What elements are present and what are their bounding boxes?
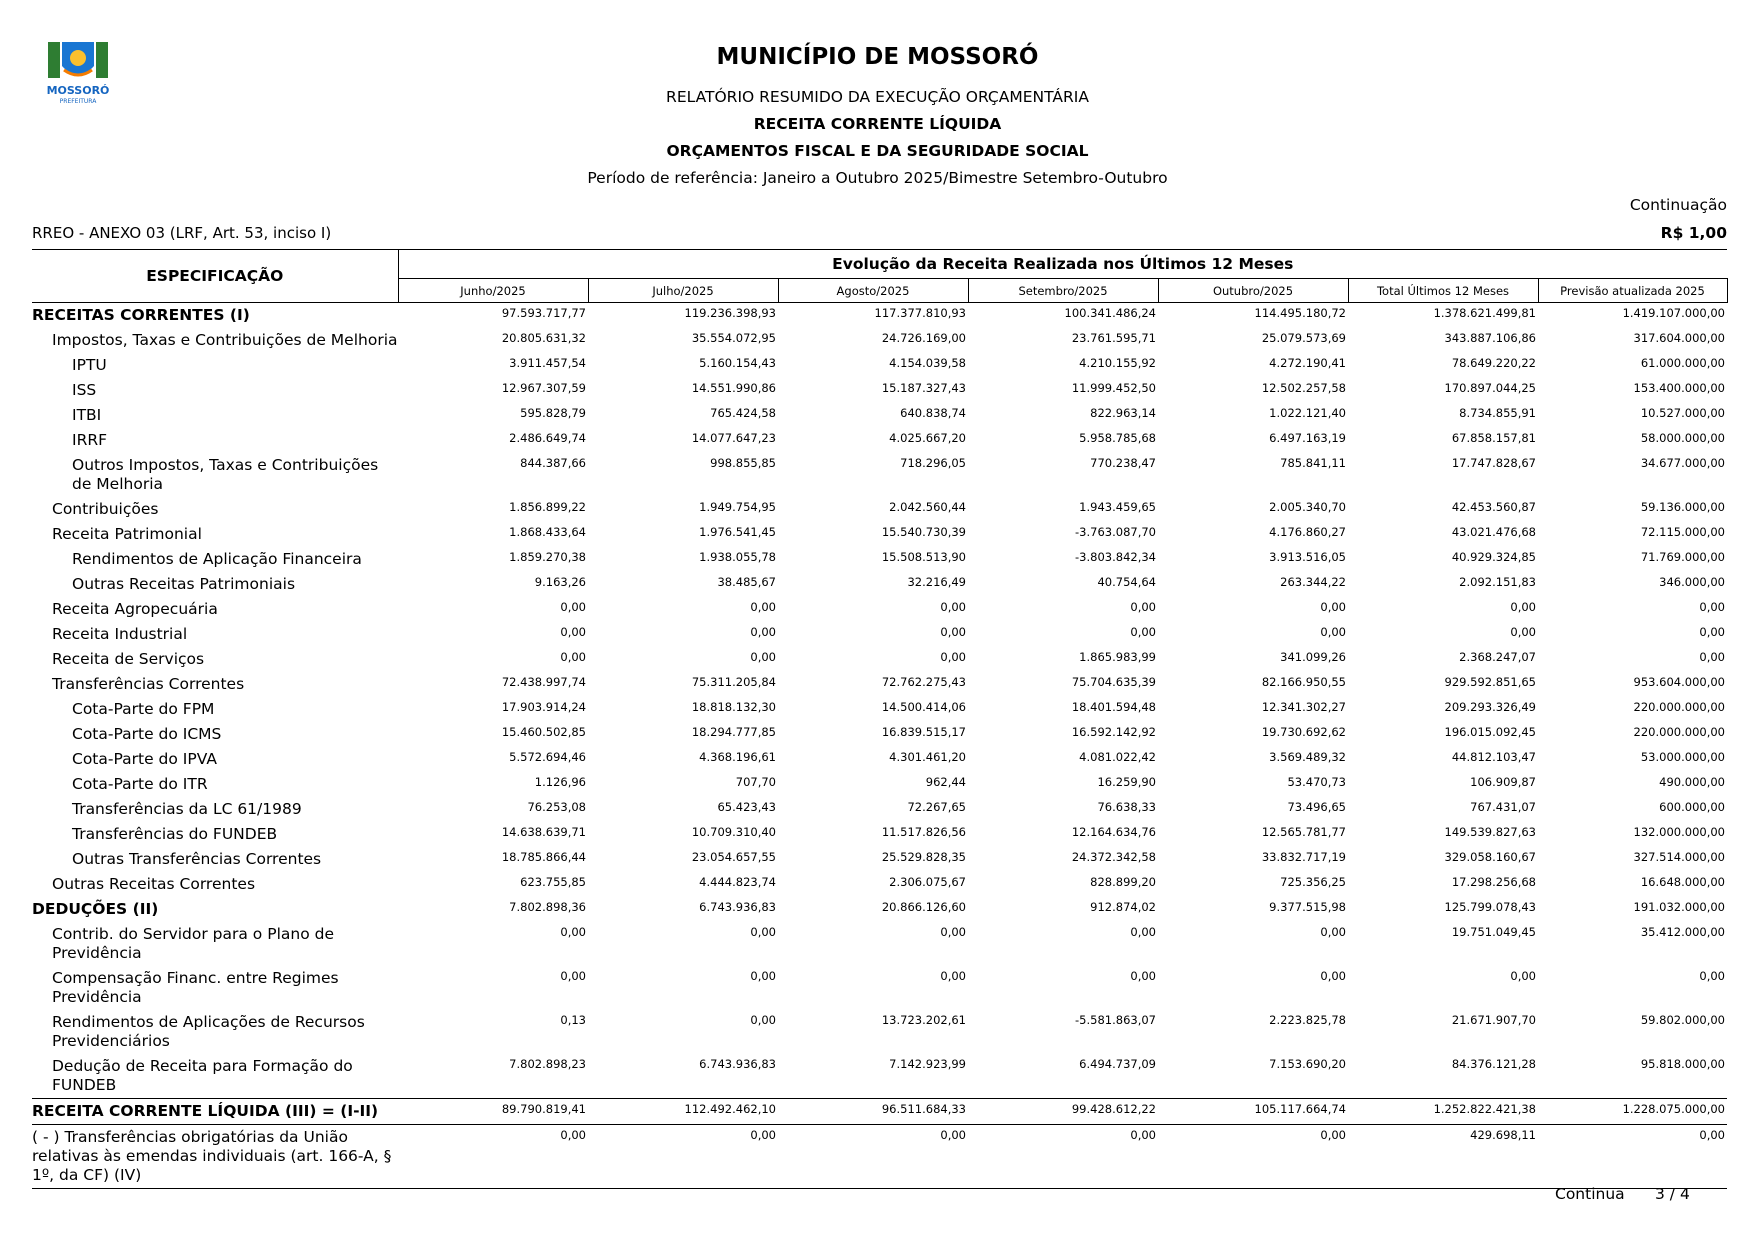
row-value: 25.079.573,69 bbox=[1261, 331, 1346, 345]
row-value: 0,00 bbox=[1699, 650, 1725, 664]
row-value: 1.228.075.000,00 bbox=[1538, 1099, 1727, 1125]
row-value: 1.859.270,38 bbox=[509, 550, 586, 564]
row-value: 59.136.000,00 bbox=[1640, 500, 1725, 514]
row-value: 4.368.196,61 bbox=[699, 750, 776, 764]
report-name: RELATÓRIO RESUMIDO DA EXECUÇÃO ORÇAMENTÁRIA bbox=[666, 88, 1089, 106]
row-value: 2.005.340,70 bbox=[1269, 500, 1346, 514]
row-label: ( - ) Transferências obrigatórias da União relativas às emendas individuais (art. 166-A, § 1º, da CF) (IV) bbox=[32, 1125, 398, 1189]
row-value: 95.818.000,00 bbox=[1640, 1057, 1725, 1071]
table-row bbox=[32, 1099, 1727, 1125]
row-value: 0,00 bbox=[1510, 625, 1536, 639]
row-value: 6.494.737,09 bbox=[1079, 1057, 1156, 1071]
table-row bbox=[32, 622, 1727, 647]
row-value: 12.565.781,77 bbox=[1261, 825, 1346, 839]
logo-subtext: PREFEITURA bbox=[59, 98, 97, 105]
table-row bbox=[32, 453, 1727, 497]
row-value: 2.223.825,78 bbox=[1269, 1013, 1346, 1027]
row-value: 149.539.827,63 bbox=[1444, 825, 1536, 839]
row-value: 4.176.860,27 bbox=[1269, 525, 1346, 539]
row-value: 707,70 bbox=[735, 775, 776, 789]
row-label: Cota-Parte do FPM bbox=[72, 700, 215, 718]
column-header: Agosto/2025 bbox=[778, 279, 968, 303]
row-value: 844.387,66 bbox=[520, 456, 586, 470]
row-value: 600.000,00 bbox=[1659, 800, 1725, 814]
column-header: Setembro/2025 bbox=[968, 279, 1158, 303]
row-value: 2.486.649,74 bbox=[509, 431, 586, 445]
table-row bbox=[32, 328, 1727, 353]
row-value: 53.000.000,00 bbox=[1640, 750, 1725, 764]
row-value: 0,00 bbox=[1320, 625, 1346, 639]
table-row bbox=[32, 597, 1727, 622]
row-value: 595.828,79 bbox=[520, 406, 586, 420]
row-value: 67.858.157,81 bbox=[1451, 431, 1536, 445]
row-value: 6.743.936,83 bbox=[699, 1057, 776, 1071]
row-value: 828.899,20 bbox=[1090, 875, 1156, 889]
row-value: 18.785.866,44 bbox=[501, 850, 586, 864]
row-value: 7.802.898,23 bbox=[509, 1057, 586, 1071]
row-value: 1.856.899,22 bbox=[509, 500, 586, 514]
row-value: 209.293.326,49 bbox=[1444, 700, 1536, 714]
row-value: 72.115.000,00 bbox=[1640, 525, 1725, 539]
table-row bbox=[32, 1010, 1727, 1054]
column-header: Julho/2025 bbox=[588, 279, 778, 303]
row-value: 40.754,64 bbox=[1097, 575, 1156, 589]
row-label: Outras Receitas Correntes bbox=[52, 875, 256, 893]
row-value: 4.081.022,42 bbox=[1079, 750, 1156, 764]
currency-unit: R$ 1,00 bbox=[1660, 224, 1727, 242]
row-value: 5.572.694,46 bbox=[509, 750, 586, 764]
column-header: Previsão atualizada 2025 bbox=[1538, 279, 1727, 303]
row-value: 912.874,02 bbox=[1090, 900, 1156, 914]
row-value: 4.272.190,41 bbox=[1269, 356, 1346, 370]
row-value: 14.551.990,86 bbox=[691, 381, 776, 395]
row-value: 0,00 bbox=[778, 1125, 968, 1189]
row-value: 4.025.667,20 bbox=[889, 431, 966, 445]
row-value: 765.424,58 bbox=[710, 406, 776, 420]
row-value: 1.419.107.000,00 bbox=[1622, 306, 1725, 320]
row-value: 16.648.000,00 bbox=[1640, 875, 1725, 889]
row-value: 72.438.997,74 bbox=[501, 675, 586, 689]
row-value: 1.022.121,40 bbox=[1269, 406, 1346, 420]
row-value: 89.790.819,41 bbox=[398, 1099, 588, 1125]
row-value: 0,00 bbox=[1130, 600, 1156, 614]
row-value: 17.298.256,68 bbox=[1451, 875, 1536, 889]
row-value: 0,00 bbox=[940, 925, 966, 939]
row-value: 16.259,90 bbox=[1097, 775, 1156, 789]
continues-label: Continua bbox=[1555, 1185, 1625, 1203]
row-value: 0,13 bbox=[560, 1013, 586, 1027]
row-value: 75.704.635,39 bbox=[1071, 675, 1156, 689]
row-value: 19.730.692,62 bbox=[1261, 725, 1346, 739]
row-label: Transferências do FUNDEB bbox=[72, 825, 278, 843]
row-value: 196.015.092,45 bbox=[1444, 725, 1536, 739]
row-value: 15.187.327,43 bbox=[881, 381, 966, 395]
table-row bbox=[32, 966, 1727, 1010]
column-header: Total Últimos 12 Meses bbox=[1348, 279, 1538, 303]
row-value: 220.000.000,00 bbox=[1633, 725, 1725, 739]
table-row bbox=[32, 547, 1727, 572]
row-value: 3.913.516,05 bbox=[1269, 550, 1346, 564]
row-value: 170.897.044,25 bbox=[1444, 381, 1536, 395]
row-value: 767.431,07 bbox=[1470, 800, 1536, 814]
row-value: 0,00 bbox=[940, 625, 966, 639]
row-label: Compensação Financ. entre Regimes Previdência bbox=[52, 969, 339, 1006]
row-value: 5.160.154,43 bbox=[699, 356, 776, 370]
page-title: MUNICÍPIO DE MOSSORÓ bbox=[716, 44, 1039, 70]
table-row bbox=[32, 378, 1727, 403]
row-value: 72.762.275,43 bbox=[881, 675, 966, 689]
rcl-table bbox=[32, 249, 1728, 1189]
row-label: Rendimentos de Aplicação Financeira bbox=[72, 550, 362, 568]
row-value: 0,00 bbox=[1699, 969, 1725, 983]
row-value: 43.021.476,68 bbox=[1451, 525, 1536, 539]
row-value: 59.802.000,00 bbox=[1640, 1013, 1725, 1027]
row-value: 38.485,67 bbox=[717, 575, 776, 589]
row-value: 58.000.000,00 bbox=[1640, 431, 1725, 445]
row-label: Cota-Parte do ITR bbox=[72, 775, 208, 793]
row-value: 0,00 bbox=[1130, 969, 1156, 983]
row-value: 17.903.914,24 bbox=[501, 700, 586, 714]
row-value: 65.423,43 bbox=[717, 800, 776, 814]
table-row bbox=[32, 847, 1727, 872]
row-value: 1.868.433,64 bbox=[509, 525, 586, 539]
row-value: 35.554.072,95 bbox=[691, 331, 776, 345]
table-row bbox=[32, 922, 1727, 966]
row-label: Transferências da LC 61/1989 bbox=[72, 800, 302, 818]
row-value: 263.344,22 bbox=[1280, 575, 1346, 589]
row-value: 5.958.785,68 bbox=[1079, 431, 1156, 445]
row-value: 1.252.822.421,38 bbox=[1348, 1099, 1538, 1125]
row-value: 4.154.039,58 bbox=[889, 356, 966, 370]
row-value: 15.540.730,39 bbox=[881, 525, 966, 539]
row-value: 929.592.851,65 bbox=[1444, 675, 1536, 689]
row-value: 3.911.457,54 bbox=[509, 356, 586, 370]
row-value: 0,00 bbox=[1538, 1125, 1727, 1189]
row-label: DEDUÇÕES (II) bbox=[32, 900, 159, 918]
row-value: 1.949.754,95 bbox=[699, 500, 776, 514]
row-value: 11.517.826,56 bbox=[881, 825, 966, 839]
row-value: 7.802.898,36 bbox=[509, 900, 586, 914]
row-value: 6.497.163,19 bbox=[1269, 431, 1346, 445]
row-value: 8.734.855,91 bbox=[1459, 406, 1536, 420]
row-value: 100.341.486,24 bbox=[1064, 306, 1156, 320]
row-value: 0,00 bbox=[750, 625, 776, 639]
row-label: Contrib. do Servidor para o Plano de Previdência bbox=[52, 925, 334, 962]
row-label: Outras Transferências Correntes bbox=[72, 850, 322, 868]
row-value: 32.216,49 bbox=[907, 575, 966, 589]
row-value: 0,00 bbox=[1699, 625, 1725, 639]
row-value: 490.000,00 bbox=[1659, 775, 1725, 789]
table-row bbox=[32, 303, 1727, 329]
row-value: 953.604.000,00 bbox=[1633, 675, 1725, 689]
row-value: 962,44 bbox=[925, 775, 966, 789]
row-value: 10.709.310,40 bbox=[691, 825, 776, 839]
row-value: 0,00 bbox=[940, 600, 966, 614]
row-value: -3.763.087,70 bbox=[1075, 525, 1156, 539]
row-label: Receita Industrial bbox=[52, 625, 188, 643]
row-value: 785.841,11 bbox=[1280, 456, 1346, 470]
row-value: 2.092.151,83 bbox=[1459, 575, 1536, 589]
row-value: 9.163,26 bbox=[534, 575, 586, 589]
row-value: 24.726.169,00 bbox=[881, 331, 966, 345]
row-value: 16.592.142,92 bbox=[1071, 725, 1156, 739]
row-value: 2.042.560,44 bbox=[889, 500, 966, 514]
table-row bbox=[32, 1125, 1727, 1189]
row-value: 16.839.515,17 bbox=[881, 725, 966, 739]
row-value: 71.769.000,00 bbox=[1640, 550, 1725, 564]
row-value: 0,00 bbox=[1130, 925, 1156, 939]
table-row bbox=[32, 353, 1727, 378]
row-value: 0,00 bbox=[750, 925, 776, 939]
row-value: 4.301.461,20 bbox=[889, 750, 966, 764]
row-label: ISS bbox=[72, 381, 97, 399]
row-value: 84.376.121,28 bbox=[1451, 1057, 1536, 1071]
row-value: 125.799.078,43 bbox=[1444, 900, 1536, 914]
row-value: 7.153.690,20 bbox=[1269, 1057, 1346, 1071]
table-row bbox=[32, 872, 1727, 897]
column-header: Junho/2025 bbox=[398, 279, 588, 303]
row-value: 640.838,74 bbox=[900, 406, 966, 420]
row-value: 1.938.055,78 bbox=[699, 550, 776, 564]
row-value: 0,00 bbox=[750, 650, 776, 664]
row-value: -3.803.842,34 bbox=[1075, 550, 1156, 564]
row-value: 15.508.513,90 bbox=[881, 550, 966, 564]
row-value: 0,00 bbox=[560, 625, 586, 639]
row-value: 106.909,87 bbox=[1470, 775, 1536, 789]
row-value: 0,00 bbox=[1130, 625, 1156, 639]
row-value: 623.755,85 bbox=[520, 875, 586, 889]
row-label: Receita Patrimonial bbox=[52, 525, 202, 543]
row-value: 23.761.595,71 bbox=[1071, 331, 1156, 345]
row-label: RECEITAS CORRENTES (I) bbox=[32, 306, 250, 324]
row-value: 3.569.489,32 bbox=[1269, 750, 1346, 764]
row-value: 1.378.621.499,81 bbox=[1433, 306, 1536, 320]
row-value: 17.747.828,67 bbox=[1451, 456, 1536, 470]
row-value: 0,00 bbox=[750, 969, 776, 983]
row-value: 2.306.075,67 bbox=[889, 875, 966, 889]
table-row bbox=[32, 797, 1727, 822]
row-value: 346.000,00 bbox=[1659, 575, 1725, 589]
row-value: 0,00 bbox=[1158, 1125, 1348, 1189]
table-row bbox=[32, 497, 1727, 522]
table-row bbox=[32, 897, 1727, 922]
row-value: 0,00 bbox=[560, 969, 586, 983]
row-value: 0,00 bbox=[1699, 600, 1725, 614]
row-value: 18.294.777,85 bbox=[691, 725, 776, 739]
row-value: 770.238,47 bbox=[1090, 456, 1156, 470]
row-value: 718.296,05 bbox=[900, 456, 966, 470]
row-value: 82.166.950,55 bbox=[1261, 675, 1346, 689]
annex-label: RREO - ANEXO 03 (LRF, Art. 53, inciso I) bbox=[32, 224, 332, 242]
row-value: 1.126,96 bbox=[534, 775, 586, 789]
row-value: 1.943.459,65 bbox=[1079, 500, 1156, 514]
row-value: 132.000.000,00 bbox=[1633, 825, 1725, 839]
row-value: 72.267,65 bbox=[907, 800, 966, 814]
row-value: 114.495.180,72 bbox=[1254, 306, 1346, 320]
row-value: 4.210.155,92 bbox=[1079, 356, 1156, 370]
specification-header: ESPECIFICAÇÃO bbox=[32, 250, 398, 303]
table-row bbox=[32, 697, 1727, 722]
reference-period: Período de referência: Janeiro a Outubro 2025/Bimestre Setembro-Outubro bbox=[587, 169, 1168, 187]
row-value: 725.356,25 bbox=[1280, 875, 1346, 889]
row-value: 0,00 bbox=[1320, 969, 1346, 983]
row-value: 99.428.612,22 bbox=[968, 1099, 1158, 1125]
row-value: 343.887.106,86 bbox=[1444, 331, 1536, 345]
row-value: 14.077.647,23 bbox=[691, 431, 776, 445]
row-value: 25.529.828,35 bbox=[881, 850, 966, 864]
row-value: 44.812.103,47 bbox=[1451, 750, 1536, 764]
row-value: 12.164.634,76 bbox=[1071, 825, 1156, 839]
row-value: 20.805.631,32 bbox=[501, 331, 586, 345]
row-label: Receita de Serviços bbox=[52, 650, 205, 668]
row-label: IRRF bbox=[72, 431, 108, 449]
row-value: 0,00 bbox=[750, 600, 776, 614]
continuation-label: Continuação bbox=[1629, 196, 1727, 214]
row-value: 327.514.000,00 bbox=[1633, 850, 1725, 864]
row-value: 20.866.126,60 bbox=[881, 900, 966, 914]
row-value: 15.460.502,85 bbox=[501, 725, 586, 739]
table-row bbox=[32, 403, 1727, 428]
row-value: 34.677.000,00 bbox=[1640, 456, 1725, 470]
row-value: 0,00 bbox=[588, 1125, 778, 1189]
row-value: 35.412.000,00 bbox=[1640, 925, 1725, 939]
row-label: Contribuições bbox=[52, 500, 159, 518]
column-header: Outubro/2025 bbox=[1158, 279, 1348, 303]
row-value: 0,00 bbox=[1510, 969, 1536, 983]
row-value: 40.929.324,85 bbox=[1451, 550, 1536, 564]
row-value: 1.865.983,99 bbox=[1079, 650, 1156, 664]
row-value: 73.496,65 bbox=[1287, 800, 1346, 814]
row-value: 19.751.049,45 bbox=[1451, 925, 1536, 939]
row-value: 0,00 bbox=[968, 1125, 1158, 1189]
row-value: 0,00 bbox=[560, 650, 586, 664]
row-value: 23.054.657,55 bbox=[691, 850, 776, 864]
table-row bbox=[32, 672, 1727, 697]
row-label: Cota-Parte do ICMS bbox=[72, 725, 222, 743]
row-label: Receita Agropecuária bbox=[52, 600, 218, 618]
row-value: 0,00 bbox=[1320, 600, 1346, 614]
row-value: 105.117.664,74 bbox=[1158, 1099, 1348, 1125]
row-value: 42.453.560,87 bbox=[1451, 500, 1536, 514]
logo-text: MOSSORÓ bbox=[46, 84, 110, 97]
table-row bbox=[32, 522, 1727, 547]
row-value: 97.593.717,77 bbox=[501, 306, 586, 320]
row-value: 21.671.907,70 bbox=[1451, 1013, 1536, 1027]
row-value: 4.444.823,74 bbox=[699, 875, 776, 889]
row-label: Impostos, Taxas e Contribuições de Melhoria bbox=[52, 331, 398, 349]
row-value: 0,00 bbox=[560, 925, 586, 939]
table-row bbox=[32, 722, 1727, 747]
table-row bbox=[32, 572, 1727, 597]
row-label: Rendimentos de Aplicações de Recursos Previdenciários bbox=[52, 1013, 365, 1050]
row-value: 119.236.398,93 bbox=[684, 306, 776, 320]
report-scope: ORÇAMENTOS FISCAL E DA SEGURIDADE SOCIAL bbox=[666, 142, 1089, 160]
row-label: Transferências Correntes bbox=[52, 675, 245, 693]
row-value: 220.000.000,00 bbox=[1633, 700, 1725, 714]
table-row bbox=[32, 1054, 1727, 1099]
row-label: ITBI bbox=[72, 406, 102, 424]
row-value: 7.142.923,99 bbox=[889, 1057, 966, 1071]
row-value: 53.470,73 bbox=[1287, 775, 1346, 789]
row-value: 429.698,11 bbox=[1348, 1125, 1538, 1189]
row-value: 0,00 bbox=[560, 600, 586, 614]
table-row bbox=[32, 747, 1727, 772]
row-value: 78.649.220,22 bbox=[1451, 356, 1536, 370]
row-label: Outras Receitas Patrimoniais bbox=[72, 575, 296, 593]
row-value: 341.099,26 bbox=[1280, 650, 1346, 664]
row-value: 76.638,33 bbox=[1097, 800, 1156, 814]
page-number: 3 / 4 bbox=[1655, 1185, 1690, 1203]
row-value: 112.492.462,10 bbox=[588, 1099, 778, 1125]
row-value: 76.253,08 bbox=[527, 800, 586, 814]
row-label: IPTU bbox=[72, 356, 107, 374]
row-value: 12.341.302,27 bbox=[1261, 700, 1346, 714]
row-value: 18.818.132,30 bbox=[691, 700, 776, 714]
row-value: 33.832.717,19 bbox=[1261, 850, 1346, 864]
row-value: 9.377.515,98 bbox=[1269, 900, 1346, 914]
row-value: 96.511.684,33 bbox=[778, 1099, 968, 1125]
row-value: 10.527.000,00 bbox=[1640, 406, 1725, 420]
row-label: Dedução de Receita para Formação do FUNDEB bbox=[52, 1057, 353, 1094]
row-value: 191.032.000,00 bbox=[1633, 900, 1725, 914]
row-value: 117.377.810,93 bbox=[874, 306, 966, 320]
table-row bbox=[32, 428, 1727, 453]
row-value: 0,00 bbox=[940, 969, 966, 983]
report-subject: RECEITA CORRENTE LÍQUIDA bbox=[753, 115, 1002, 133]
row-value: 11.999.452,50 bbox=[1071, 381, 1156, 395]
row-value: 0,00 bbox=[940, 650, 966, 664]
row-value: 12.502.257,58 bbox=[1261, 381, 1346, 395]
revenue-evolution-header: Evolução da Receita Realizada nos Últimos 12 Meses bbox=[398, 250, 1727, 279]
row-value: 6.743.936,83 bbox=[699, 900, 776, 914]
row-value: 0,00 bbox=[1510, 600, 1536, 614]
row-value: 75.311.205,84 bbox=[691, 675, 776, 689]
row-value: -5.581.863,07 bbox=[1075, 1013, 1156, 1027]
table-row bbox=[32, 647, 1727, 672]
row-value: 24.372.342,58 bbox=[1071, 850, 1156, 864]
table-row bbox=[32, 772, 1727, 797]
row-value: 61.000.000,00 bbox=[1640, 356, 1725, 370]
row-value: 14.638.639,71 bbox=[501, 825, 586, 839]
table-row bbox=[32, 822, 1727, 847]
row-label: RECEITA CORRENTE LÍQUIDA (III) = (I-II) bbox=[32, 1099, 398, 1125]
row-value: 329.058.160,67 bbox=[1444, 850, 1536, 864]
row-value: 0,00 bbox=[750, 1013, 776, 1027]
row-value: 153.400.000,00 bbox=[1633, 381, 1725, 395]
row-value: 18.401.594,48 bbox=[1071, 700, 1156, 714]
row-value: 0,00 bbox=[398, 1125, 588, 1189]
row-value: 14.500.414,06 bbox=[881, 700, 966, 714]
row-value: 998.855,85 bbox=[710, 456, 776, 470]
row-value: 2.368.247,07 bbox=[1459, 650, 1536, 664]
row-label: Outros Impostos, Taxas e Contribuições de Melhoria bbox=[72, 456, 379, 493]
row-value: 12.967.307,59 bbox=[501, 381, 586, 395]
row-value: 1.976.541,45 bbox=[699, 525, 776, 539]
row-value: 13.723.202,61 bbox=[881, 1013, 966, 1027]
row-value: 822.963,14 bbox=[1090, 406, 1156, 420]
row-label: Cota-Parte do IPVA bbox=[72, 750, 217, 768]
row-value: 0,00 bbox=[1320, 925, 1346, 939]
row-value: 317.604.000,00 bbox=[1633, 331, 1725, 345]
